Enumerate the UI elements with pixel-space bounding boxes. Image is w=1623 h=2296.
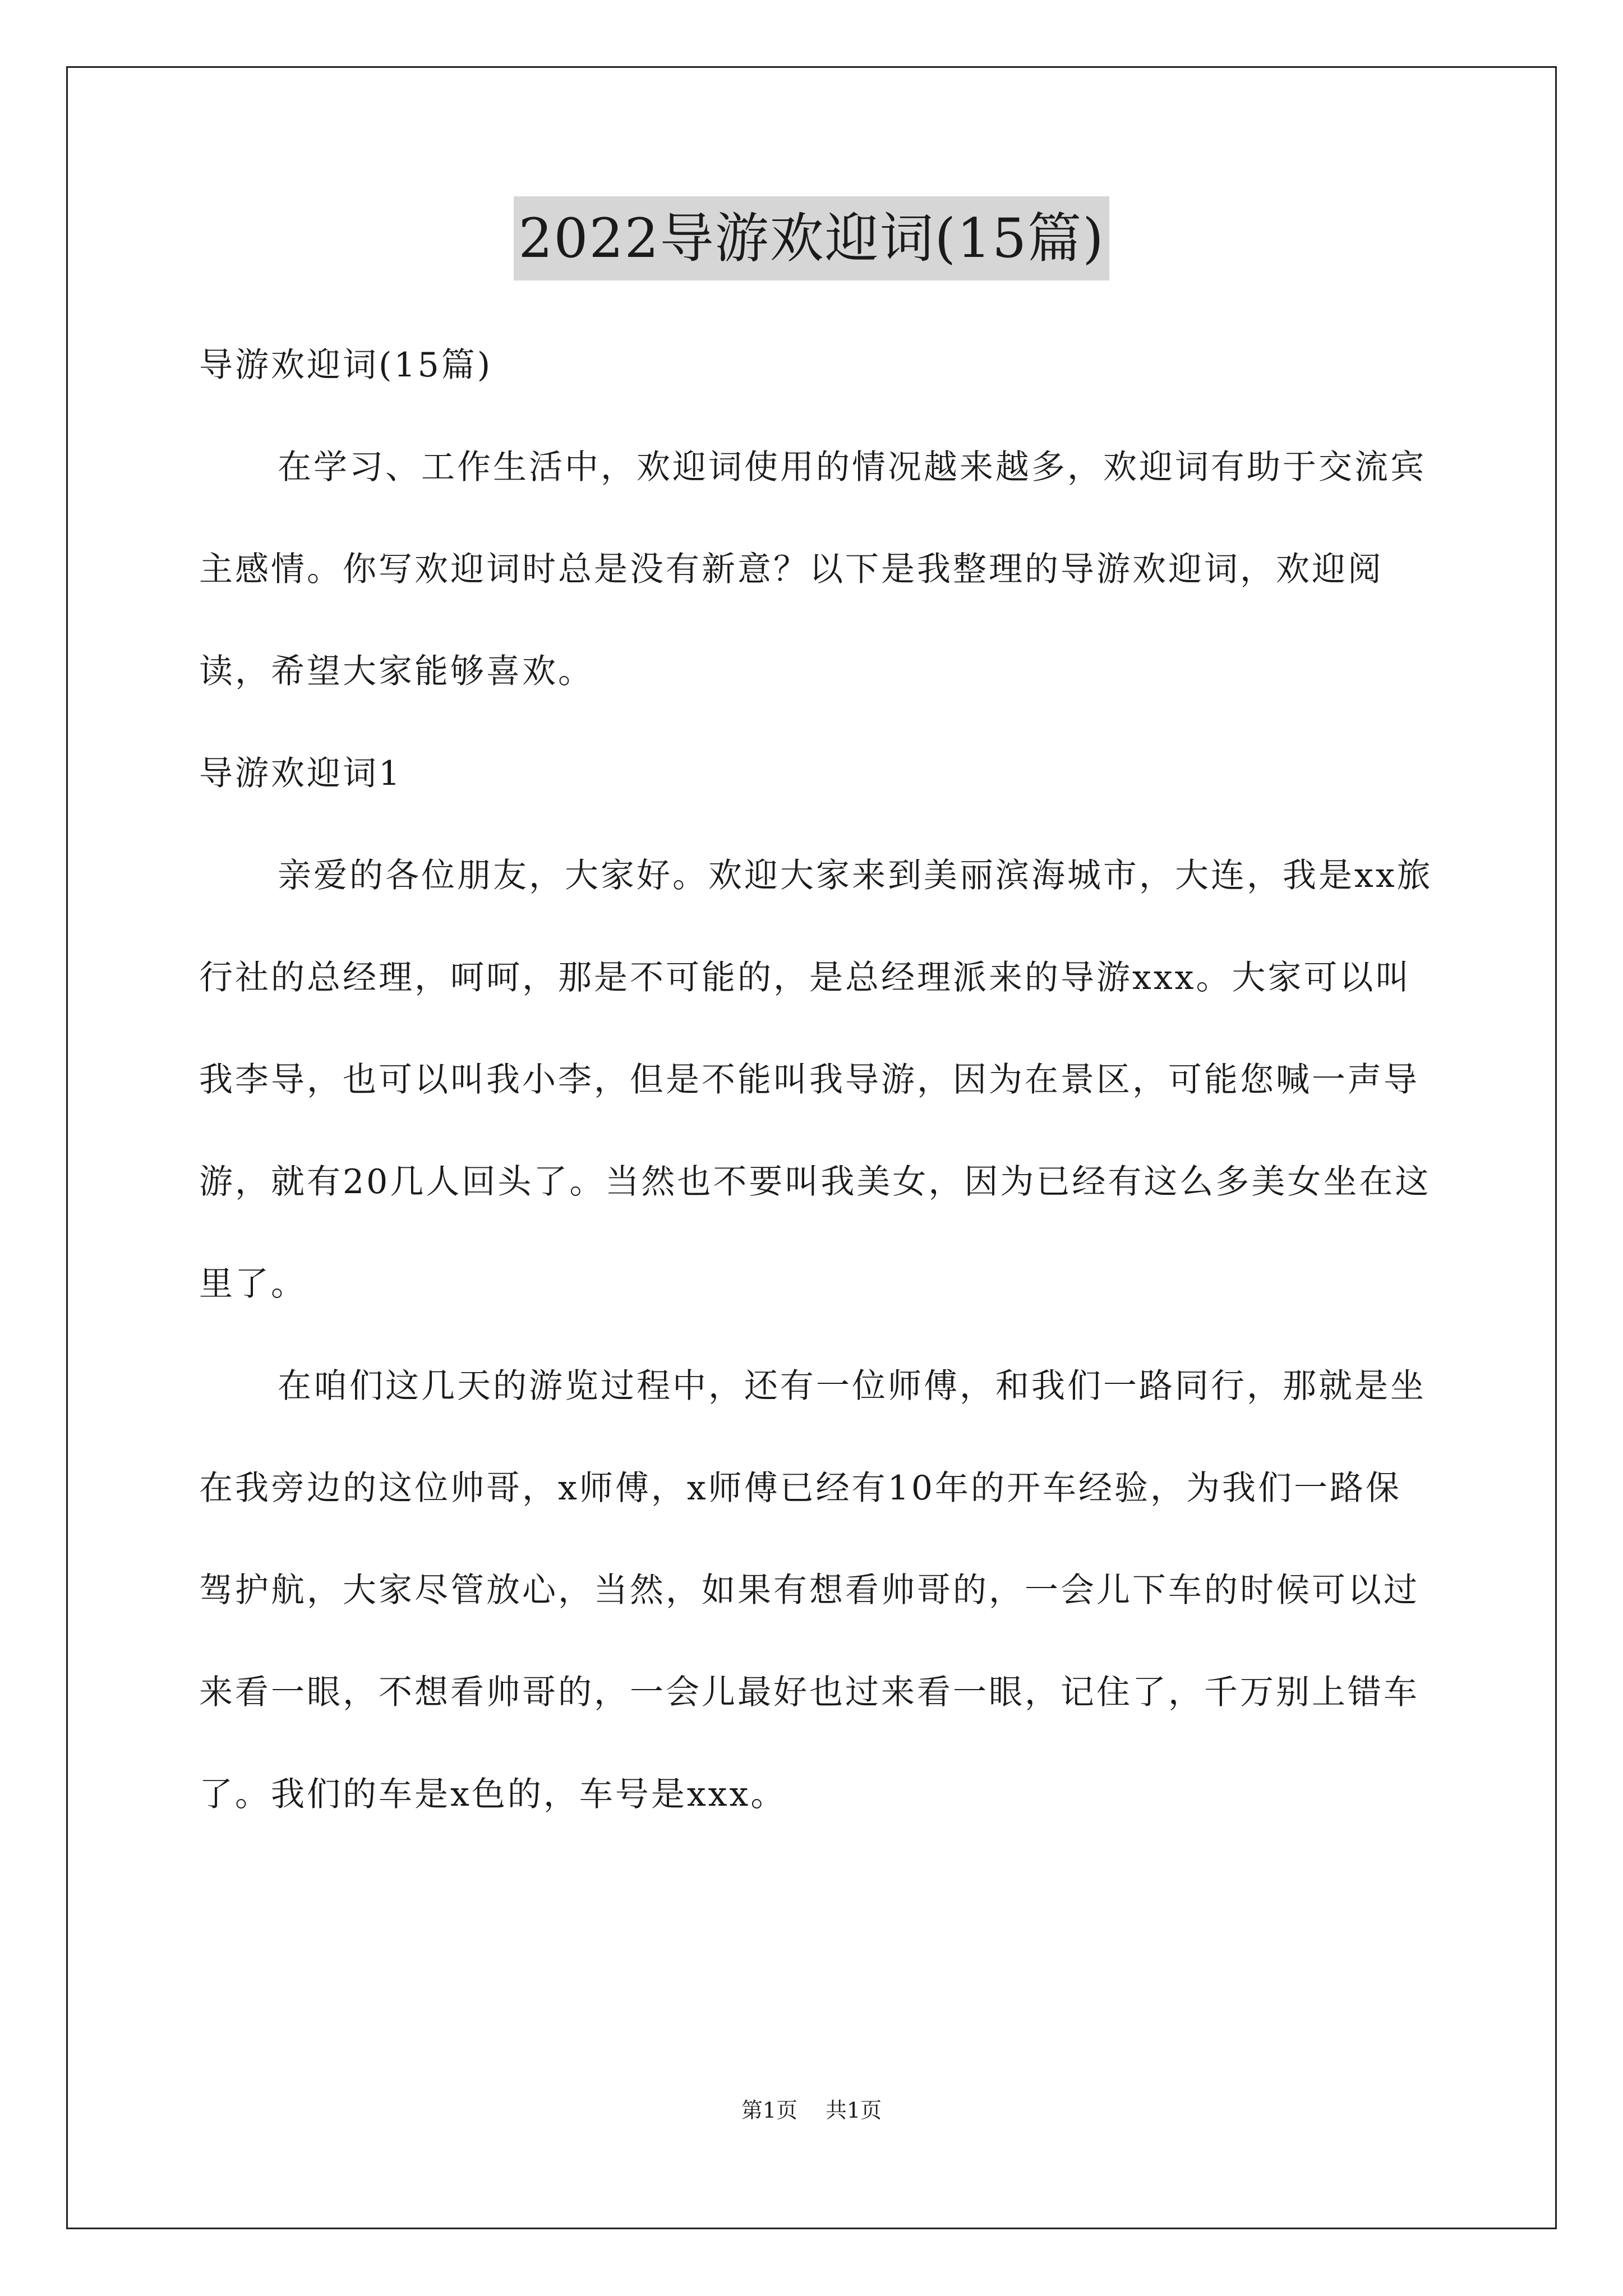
document-body (199, 314, 1433, 1846)
paragraph-driver: 在咱们这几天的游览过程中，还有一位师傅，和我们一路同行，那就是坐在我旁边的这位帅哥，x师傅，x师傅已经有10年的开车经验，为我们一路保驾护航，大家尽管放心，当然，如果有想看帅哥的，一会儿下车的时候可以过来看一眼，不想看帅哥的，一会儿最好也过来看一眼，记住了，千万别上错车了。我们的车是x色的，车号是xxx。 (199, 1366, 1426, 1814)
document-title: 2022导游欢迎词(15篇) (514, 196, 1109, 280)
title-container (0, 196, 1623, 280)
section-heading-1: 导游欢迎词1 (199, 754, 403, 793)
page-number: 第1页 (741, 2098, 797, 2123)
paragraph-subtitle: 导游欢迎词(15篇) (199, 346, 493, 385)
paragraph-intro: 在学习、工作生活中，欢迎词使用的情况越来越多，欢迎词有助于交流宾主感情。你写欢迎词时总是没有新意？以下是我整理的导游欢迎词，欢迎阅读，希望大家能够喜欢。 (199, 448, 1426, 691)
page-total: 共1页 (826, 2098, 882, 2123)
page-footer (0, 2093, 1623, 2127)
paragraph-welcome: 亲爱的各位朋友，大家好。欢迎大家来到美丽滨海城市，大连，我是xx旅行社的总经理，呵呵，那是不可能的，是总经理派来的导游xxx。大家可以叫我李导，也可以叫我小李，但是不能叫我导游，因为在景区，可能您喊一声导游，就有20几人回头了。当然也不要叫我美女，因为已经有这么多美女坐在这里了。 (199, 856, 1433, 1304)
